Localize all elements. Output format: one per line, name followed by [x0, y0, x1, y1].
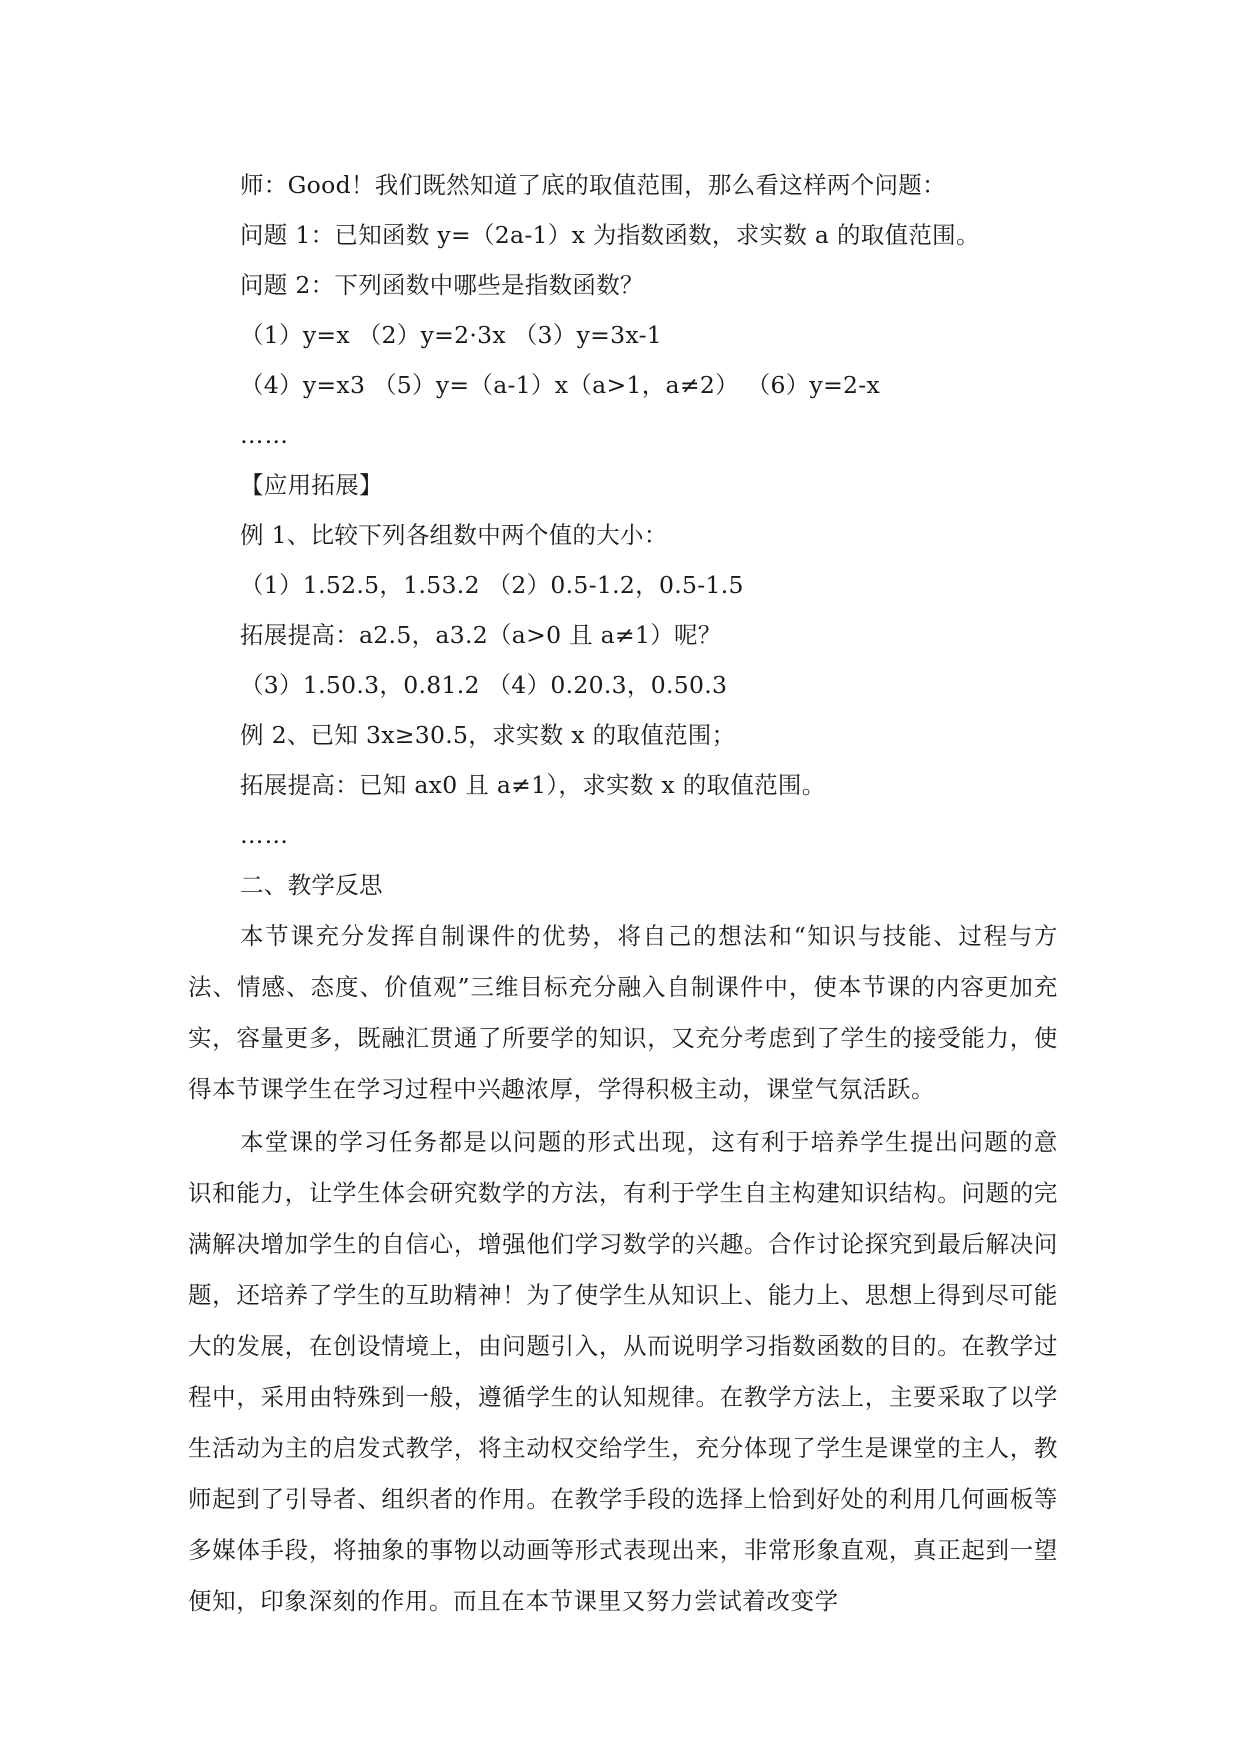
question-2: 问题 2：下列函数中哪些是指数函数？ — [240, 271, 644, 299]
ellipsis: …… — [240, 421, 289, 449]
example-1-items-b: （3）1.50.3，0.81.2 （4）0.20.3，0.50.3 — [240, 671, 728, 699]
example-1: 例 1、比较下列各组数中两个值的大小： — [240, 521, 668, 549]
ellipsis: …… — [240, 821, 289, 849]
function-list-row-1: （1）y=x （2）y=2·3x （3）y=3x-1 — [240, 321, 663, 349]
reflection-paragraph-1: 本节课充分发挥自制课件的优势，将自己的想法和“知识与技能、过程与方法、情感、态度、价值观”三维目标充分融入自制课件中，使本节课的内容更加充实，容量更多，既融汇贯通了所要学的知识，又充分考虑到了学生的接受能力，使得本节课学生在学习过程中兴趣浓厚，学得积极主动，课堂气氛活跃。 — [188, 922, 1058, 1103]
teacher-line: 师：Good！我们既然知道了底的取值范围，那么看这样两个问题： — [240, 171, 946, 199]
question-1: 问题 1：已知函数 y=（2a-1）x 为指数函数，求实数 a 的取值范围。 — [240, 221, 980, 249]
example-2: 例 2、已知 3x≥30.5，求实数 x 的取值范围； — [240, 721, 736, 749]
section-heading-application: 【应用拓展】 — [240, 471, 383, 499]
section-heading-reflection: 二、教学反思 — [240, 871, 383, 899]
extension-2: 拓展提高：已知 ax0 且 a≠1），求实数 x 的取值范围。 — [240, 771, 826, 799]
reflection-paragraph-2: 本堂课的学习任务都是以问题的形式出现，这有利于培养学生提出问题的意识和能力，让学生体会研究数学的方法，有利于学生自主构建知识结构。问题的完满解决增加学生的自信心，增强他们学习数学的兴趣。合作讨论探究到最后解决问题，还培养了学生的互助精神！为了使学生从知识上、能力上、思想上得到尽可能大的发展，在创设情境上，由问题引入，从而说明学习指数函数的目的。在教学过程中，采用由特殊到一般，遵循学生的认知规律。在教学方法上，主要采取了以学生活动为主的启发式教学，将主动权交给学生，充分体现了学生是课堂的主人，教师起到了引导者、组织者的作用。在教学手段的选择上恰到好处的利用几何画板等多媒体手段，将抽象的事物以动画等形式表现出来，非常形象直观，真正起到一望便知，印象深刻的作用。而且在本节课里又努力尝试着改变学 — [188, 1128, 1058, 1615]
extension-1: 拓展提高：a2.5，a3.2（a>0 且 a≠1）呢？ — [240, 621, 722, 649]
reflection-body — [188, 911, 1058, 1627]
function-list-row-2: （4）y=x3 （5）y=（a-1）x（a>1，a≠2） （6）y=2-x — [240, 371, 881, 399]
example-1-items-a: （1）1.52.5，1.53.2 （2）0.5-1.2，0.5-1.5 — [240, 571, 744, 599]
